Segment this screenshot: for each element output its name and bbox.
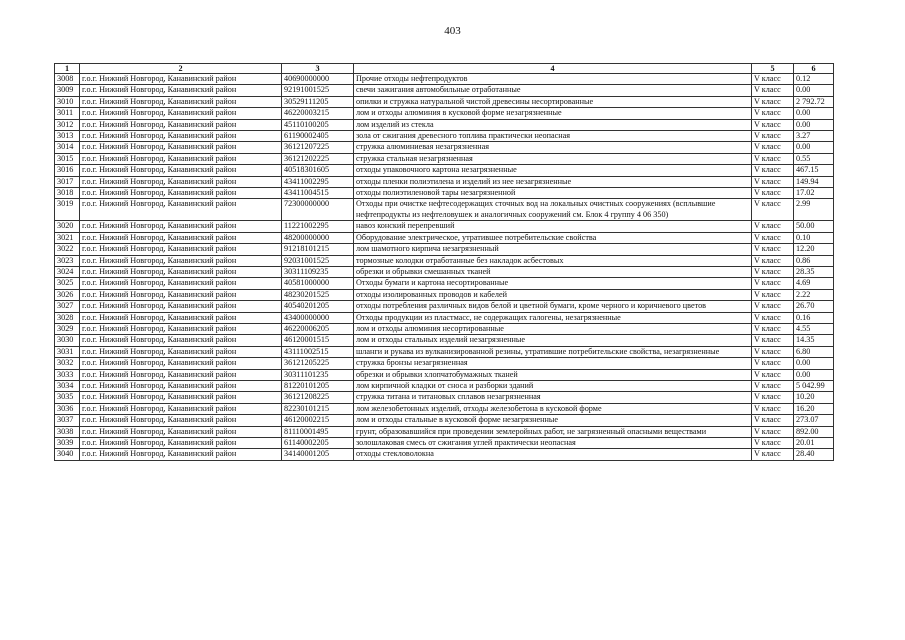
table-row — [55, 426, 834, 437]
column-header: 2 — [80, 64, 282, 74]
hazard-class-cell: V класс — [752, 131, 794, 142]
amount-cell: 0.00 — [794, 85, 834, 96]
column-header: 5 — [752, 64, 794, 74]
row-number-cell: 3025 — [55, 278, 80, 289]
hazard-class-cell: V класс — [752, 403, 794, 414]
location-cell: г.о.г. Нижний Новгород, Канавинский район — [80, 438, 282, 449]
code-cell: 36121208225 — [282, 392, 354, 403]
amount-cell: 10.20 — [794, 392, 834, 403]
table-row — [55, 119, 834, 130]
hazard-class-cell: V класс — [752, 108, 794, 119]
amount-cell: 892.00 — [794, 426, 834, 437]
amount-cell: 0.00 — [794, 108, 834, 119]
description-cell: лом железобетонных изделий, отходы железобетона в кусковой форме — [354, 403, 752, 414]
hazard-class-cell: V класс — [752, 301, 794, 312]
amount-cell: 0.00 — [794, 142, 834, 153]
table-body — [55, 74, 834, 461]
code-cell: 46220006205 — [282, 323, 354, 334]
table-row — [55, 369, 834, 380]
amount-cell: 12.20 — [794, 244, 834, 255]
code-cell: 43411002295 — [282, 176, 354, 187]
row-number-cell: 3027 — [55, 301, 80, 312]
waste-registry-table — [54, 63, 834, 461]
code-cell: 40690000000 — [282, 74, 354, 85]
amount-cell: 28.40 — [794, 449, 834, 460]
description-cell: лом и отходы стальных изделий незагрязненные — [354, 335, 752, 346]
amount-cell: 2.99 — [794, 199, 834, 221]
row-number-cell: 3026 — [55, 289, 80, 300]
location-cell: г.о.г. Нижний Новгород, Канавинский район — [80, 301, 282, 312]
column-header: 4 — [354, 64, 752, 74]
table-row — [55, 266, 834, 277]
description-cell: стружка алюминиевая незагрязненная — [354, 142, 752, 153]
row-number-cell: 3020 — [55, 221, 80, 232]
hazard-class-cell: V класс — [752, 380, 794, 391]
code-cell: 40518301605 — [282, 165, 354, 176]
description-cell: отходы потребления различных видов белой и цветной бумаги, кроме черного и коричневого цветов — [354, 301, 752, 312]
hazard-class-cell: V класс — [752, 165, 794, 176]
location-cell: г.о.г. Нижний Новгород, Канавинский район — [80, 289, 282, 300]
code-cell: 36121207225 — [282, 142, 354, 153]
code-cell: 46120002215 — [282, 415, 354, 426]
table-row — [55, 165, 834, 176]
column-header: 3 — [282, 64, 354, 74]
location-cell: г.о.г. Нижний Новгород, Канавинский район — [80, 312, 282, 323]
row-number-cell: 3014 — [55, 142, 80, 153]
location-cell: г.о.г. Нижний Новгород, Канавинский район — [80, 153, 282, 164]
table-row — [55, 449, 834, 460]
description-cell: лом шамотного кирпича незагрязненный — [354, 244, 752, 255]
code-cell: 82230101215 — [282, 403, 354, 414]
hazard-class-cell: V класс — [752, 289, 794, 300]
location-cell: г.о.г. Нижний Новгород, Канавинский район — [80, 403, 282, 414]
table-row — [55, 392, 834, 403]
code-cell: 61140002205 — [282, 438, 354, 449]
location-cell: г.о.г. Нижний Новгород, Канавинский район — [80, 255, 282, 266]
hazard-class-cell: V класс — [752, 85, 794, 96]
code-cell: 91218101215 — [282, 244, 354, 255]
row-number-cell: 3028 — [55, 312, 80, 323]
row-number-cell: 3035 — [55, 392, 80, 403]
location-cell: г.о.г. Нижний Новгород, Канавинский район — [80, 74, 282, 85]
description-cell: стружка стальная незагрязненная — [354, 153, 752, 164]
code-cell: 36121205225 — [282, 358, 354, 369]
table-row — [55, 85, 834, 96]
hazard-class-cell: V класс — [752, 426, 794, 437]
table-row — [55, 415, 834, 426]
row-number-cell: 3013 — [55, 131, 80, 142]
code-cell: 30311101235 — [282, 369, 354, 380]
hazard-class-cell: V класс — [752, 335, 794, 346]
amount-cell: 16.20 — [794, 403, 834, 414]
row-number-cell: 3038 — [55, 426, 80, 437]
code-cell: 40581000000 — [282, 278, 354, 289]
table-row — [55, 232, 834, 243]
location-cell: г.о.г. Нижний Новгород, Канавинский район — [80, 176, 282, 187]
amount-cell: 0.00 — [794, 358, 834, 369]
hazard-class-cell: V класс — [752, 244, 794, 255]
hazard-class-cell: V класс — [752, 312, 794, 323]
location-cell: г.о.г. Нижний Новгород, Канавинский район — [80, 426, 282, 437]
table-row — [55, 301, 834, 312]
code-cell: 40540201205 — [282, 301, 354, 312]
location-cell: г.о.г. Нижний Новгород, Канавинский район — [80, 335, 282, 346]
hazard-class-cell: V класс — [752, 266, 794, 277]
amount-cell: 2.22 — [794, 289, 834, 300]
hazard-class-cell: V класс — [752, 346, 794, 357]
description-cell: стружка титана и титановых сплавов незагрязненная — [354, 392, 752, 403]
code-cell: 11221002295 — [282, 221, 354, 232]
hazard-class-cell: V класс — [752, 119, 794, 130]
code-cell: 46220003215 — [282, 108, 354, 119]
table-row — [55, 312, 834, 323]
description-cell: стружка бронзы незагрязненная — [354, 358, 752, 369]
code-cell: 72300000000 — [282, 199, 354, 221]
description-cell: Оборудование электрическое, утратившее потребительские свойства — [354, 232, 752, 243]
location-cell: г.о.г. Нижний Новгород, Канавинский район — [80, 449, 282, 460]
hazard-class-cell: V класс — [752, 255, 794, 266]
row-number-cell: 3011 — [55, 108, 80, 119]
row-number-cell: 3009 — [55, 85, 80, 96]
row-number-cell: 3033 — [55, 369, 80, 380]
amount-cell: 0.10 — [794, 232, 834, 243]
location-cell: г.о.г. Нижний Новгород, Канавинский район — [80, 199, 282, 221]
hazard-class-cell: V класс — [752, 96, 794, 107]
location-cell: г.о.г. Нижний Новгород, Канавинский район — [80, 142, 282, 153]
location-cell: г.о.г. Нижний Новгород, Канавинский район — [80, 244, 282, 255]
location-cell: г.о.г. Нижний Новгород, Канавинский район — [80, 119, 282, 130]
amount-cell: 4.69 — [794, 278, 834, 289]
amount-cell: 4.55 — [794, 323, 834, 334]
row-number-cell: 3008 — [55, 74, 80, 85]
row-number-cell: 3010 — [55, 96, 80, 107]
row-number-cell: 3039 — [55, 438, 80, 449]
table-row — [55, 131, 834, 142]
hazard-class-cell: V класс — [752, 232, 794, 243]
description-cell: шланги и рукава из вулканизированной резины, утратившие потребительские свойства, незагрязненные — [354, 346, 752, 357]
location-cell: г.о.г. Нижний Новгород, Канавинский район — [80, 188, 282, 199]
location-cell: г.о.г. Нижний Новгород, Канавинский район — [80, 165, 282, 176]
table-row — [55, 108, 834, 119]
code-cell: 36121202225 — [282, 153, 354, 164]
description-cell: обрезки и обрывки смешанных тканей — [354, 266, 752, 277]
hazard-class-cell: V класс — [752, 176, 794, 187]
row-number-cell: 3012 — [55, 119, 80, 130]
hazard-class-cell: V класс — [752, 188, 794, 199]
hazard-class-cell: V класс — [752, 358, 794, 369]
location-cell: г.о.г. Нижний Новгород, Канавинский район — [80, 221, 282, 232]
table-row — [55, 153, 834, 164]
description-cell: лом и отходы алюминия в кусковой форме незагрязненные — [354, 108, 752, 119]
code-cell: 48200000000 — [282, 232, 354, 243]
table-row — [55, 255, 834, 266]
column-header: 1 — [55, 64, 80, 74]
table-row — [55, 335, 834, 346]
location-cell: г.о.г. Нижний Новгород, Канавинский район — [80, 415, 282, 426]
location-cell: г.о.г. Нижний Новгород, Канавинский район — [80, 96, 282, 107]
code-cell: 46120001515 — [282, 335, 354, 346]
amount-cell: 20.01 — [794, 438, 834, 449]
row-number-cell: 3015 — [55, 153, 80, 164]
hazard-class-cell: V класс — [752, 74, 794, 85]
description-cell: Отходы бумаги и картона несортированные — [354, 278, 752, 289]
table-row — [55, 244, 834, 255]
row-number-cell: 3030 — [55, 335, 80, 346]
table-row — [55, 438, 834, 449]
description-cell: Отходы при очистке нефтесодержащих сточных вод на локальных очистных сооружениях (всплывшие нефтепродукты из нефтеловушек и аналогичных сооружений см. Блок 4 группу 4 06 350) — [354, 199, 752, 221]
hazard-class-cell: V класс — [752, 449, 794, 460]
amount-cell: 149.94 — [794, 176, 834, 187]
hazard-class-cell: V класс — [752, 142, 794, 153]
code-cell: 45110100205 — [282, 119, 354, 130]
description-cell: отходы упаковочного картона незагрязненные — [354, 165, 752, 176]
code-cell: 81110001495 — [282, 426, 354, 437]
hazard-class-cell: V класс — [752, 392, 794, 403]
location-cell: г.о.г. Нижний Новгород, Канавинский район — [80, 392, 282, 403]
column-header: 6 — [794, 64, 834, 74]
table-row — [55, 380, 834, 391]
description-cell: лом изделий из стекла — [354, 119, 752, 130]
amount-cell: 14.35 — [794, 335, 834, 346]
hazard-class-cell: V класс — [752, 415, 794, 426]
location-cell: г.о.г. Нижний Новгород, Канавинский район — [80, 108, 282, 119]
header-row — [55, 64, 834, 74]
location-cell: г.о.г. Нижний Новгород, Канавинский район — [80, 131, 282, 142]
code-cell: 61190002405 — [282, 131, 354, 142]
table-row — [55, 289, 834, 300]
row-number-cell: 3023 — [55, 255, 80, 266]
location-cell: г.о.г. Нижний Новгород, Канавинский район — [80, 266, 282, 277]
row-number-cell: 3016 — [55, 165, 80, 176]
hazard-class-cell: V класс — [752, 438, 794, 449]
description-cell: навоз конский перепревший — [354, 221, 752, 232]
code-cell: 92191001525 — [282, 85, 354, 96]
table-row — [55, 358, 834, 369]
description-cell: отходы пленки полиэтилена и изделий из нее незагрязненные — [354, 176, 752, 187]
hazard-class-cell: V класс — [752, 278, 794, 289]
amount-cell: 2 792.72 — [794, 96, 834, 107]
table-row — [55, 74, 834, 85]
amount-cell: 0.00 — [794, 119, 834, 130]
description-cell: грунт, образовавшийся при проведении землеройных работ, не загрязненный опасными веществами — [354, 426, 752, 437]
row-number-cell: 3018 — [55, 188, 80, 199]
row-number-cell: 3019 — [55, 199, 80, 221]
row-number-cell: 3017 — [55, 176, 80, 187]
row-number-cell: 3037 — [55, 415, 80, 426]
row-number-cell: 3021 — [55, 232, 80, 243]
amount-cell: 467.15 — [794, 165, 834, 176]
description-cell: лом кирпичной кладки от сноса и разборки зданий — [354, 380, 752, 391]
location-cell: г.о.г. Нижний Новгород, Канавинский район — [80, 358, 282, 369]
table-row — [55, 96, 834, 107]
amount-cell: 50.00 — [794, 221, 834, 232]
description-cell: лом и отходы алюминия несортированные — [354, 323, 752, 334]
row-number-cell: 3031 — [55, 346, 80, 357]
hazard-class-cell: V класс — [752, 369, 794, 380]
description-cell: тормозные колодки отработанные без накладок асбестовых — [354, 255, 752, 266]
table-row — [55, 142, 834, 153]
table-row — [55, 403, 834, 414]
table-row — [55, 346, 834, 357]
amount-cell: 0.55 — [794, 153, 834, 164]
row-number-cell: 3036 — [55, 403, 80, 414]
amount-cell: 0.00 — [794, 369, 834, 380]
location-cell: г.о.г. Нижний Новгород, Канавинский район — [80, 346, 282, 357]
amount-cell: 0.12 — [794, 74, 834, 85]
row-number-cell: 3022 — [55, 244, 80, 255]
row-number-cell: 3040 — [55, 449, 80, 460]
amount-cell: 5 042.99 — [794, 380, 834, 391]
description-cell: свечи зажигания автомобильные отработанные — [354, 85, 752, 96]
row-number-cell: 3032 — [55, 358, 80, 369]
hazard-class-cell: V класс — [752, 323, 794, 334]
hazard-class-cell: V класс — [752, 153, 794, 164]
amount-cell: 17.02 — [794, 188, 834, 199]
amount-cell: 6.80 — [794, 346, 834, 357]
amount-cell: 0.16 — [794, 312, 834, 323]
description-cell: Прочие отходы нефтепродуктов — [354, 74, 752, 85]
code-cell: 30311109235 — [282, 266, 354, 277]
code-cell: 48230201525 — [282, 289, 354, 300]
code-cell: 92031001525 — [282, 255, 354, 266]
location-cell: г.о.г. Нижний Новгород, Канавинский район — [80, 380, 282, 391]
row-number-cell: 3034 — [55, 380, 80, 391]
description-cell: зола от сжигания древесного топлива практически неопасная — [354, 131, 752, 142]
hazard-class-cell: V класс — [752, 221, 794, 232]
description-cell: отходы стекловолокна — [354, 449, 752, 460]
table-row — [55, 278, 834, 289]
code-cell: 34140001205 — [282, 449, 354, 460]
table-row — [55, 188, 834, 199]
table-row — [55, 199, 834, 221]
code-cell: 81220101205 — [282, 380, 354, 391]
amount-cell: 28.35 — [794, 266, 834, 277]
description-cell: отходы полиэтиленовой тары незагрязненной — [354, 188, 752, 199]
table-row — [55, 221, 834, 232]
location-cell: г.о.г. Нижний Новгород, Канавинский район — [80, 369, 282, 380]
description-cell: золошлаковая смесь от сжигания углей практически неопасная — [354, 438, 752, 449]
code-cell: 43400000000 — [282, 312, 354, 323]
page-number: 403 — [444, 25, 461, 37]
location-cell: г.о.г. Нижний Новгород, Канавинский район — [80, 278, 282, 289]
amount-cell: 3.27 — [794, 131, 834, 142]
amount-cell: 26.70 — [794, 301, 834, 312]
description-cell: опилки и стружка натуральной чистой древесины несортированные — [354, 96, 752, 107]
row-number-cell: 3024 — [55, 266, 80, 277]
location-cell: г.о.г. Нижний Новгород, Канавинский район — [80, 85, 282, 96]
hazard-class-cell: V класс — [752, 199, 794, 221]
code-cell: 43411004515 — [282, 188, 354, 199]
description-cell: обрезки и обрывки хлопчатобумажных тканей — [354, 369, 752, 380]
description-cell: лом и отходы стальные в кусковой форме незагрязненные — [354, 415, 752, 426]
row-number-cell: 3029 — [55, 323, 80, 334]
amount-cell: 0.86 — [794, 255, 834, 266]
code-cell: 43111002515 — [282, 346, 354, 357]
description-cell: отходы изолированных проводов и кабелей — [354, 289, 752, 300]
description-cell: Отходы продукции из пластмасс, не содержащих галогены, незагрязненные — [354, 312, 752, 323]
code-cell: 30529111205 — [282, 96, 354, 107]
table-row — [55, 176, 834, 187]
location-cell: г.о.г. Нижний Новгород, Канавинский район — [80, 232, 282, 243]
amount-cell: 273.07 — [794, 415, 834, 426]
location-cell: г.о.г. Нижний Новгород, Канавинский район — [80, 323, 282, 334]
table-row — [55, 323, 834, 334]
